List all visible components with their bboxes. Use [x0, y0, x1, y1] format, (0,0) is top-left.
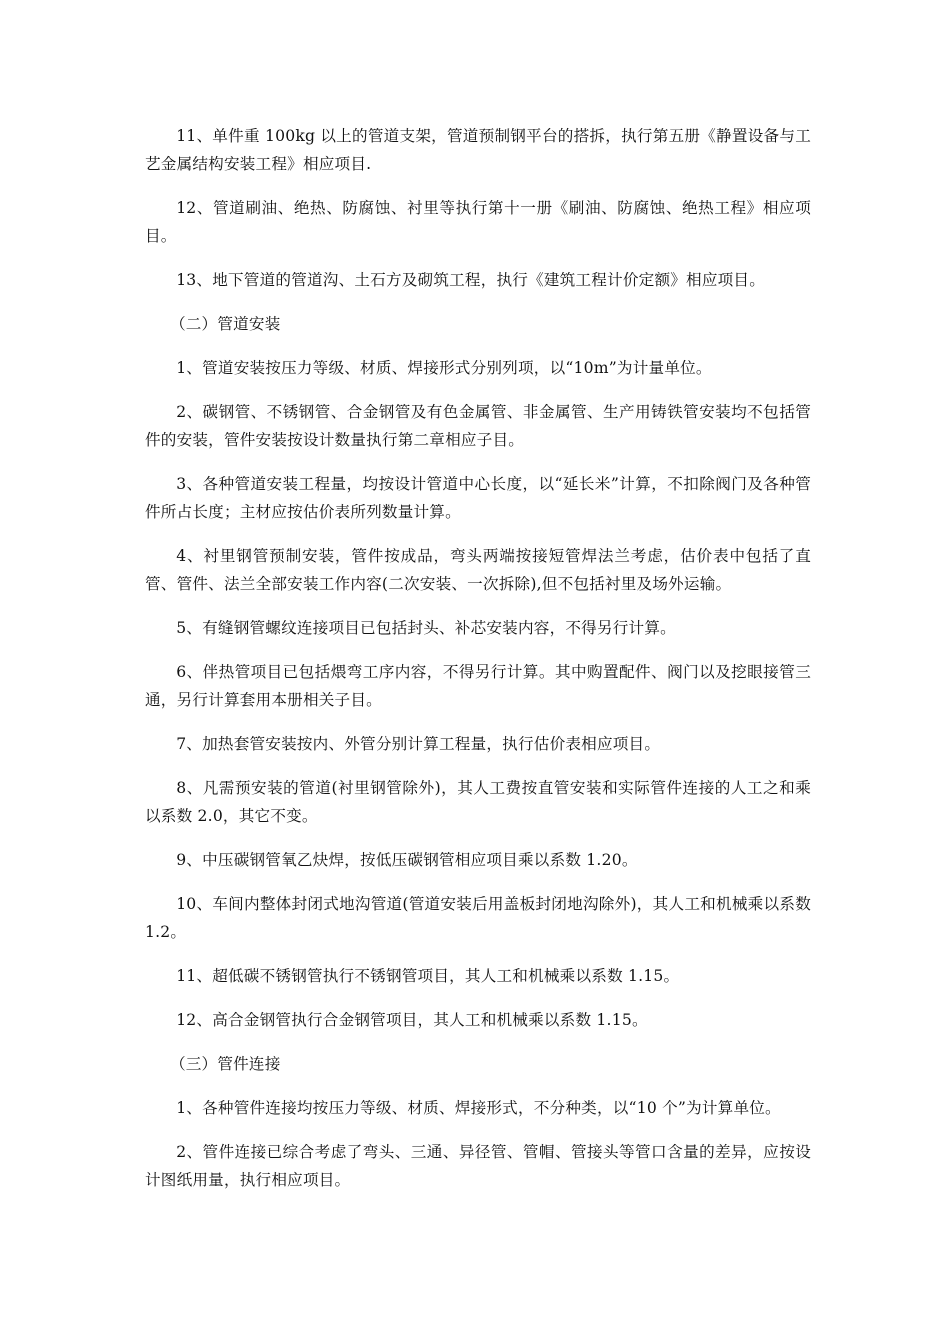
- paragraph-install-item-9: 9、中压碳钢管氧乙炔焊，按低压碳钢管相应项目乘以系数 1.20。: [176, 851, 638, 869]
- paragraph-item-12-painting-insulation: 12、管道刷油、绝热、防腐蚀、衬里等执行第十一册《刷油、防腐蚀、绝热工程》相应项目。: [145, 199, 811, 245]
- paragraph-install-item-10: 10、车间内整体封闭式地沟管道(管道安装后用盖板封闭地沟除外)，其人工和机械乘以系数 1.2。: [145, 895, 811, 941]
- paragraph-install-item-1: 1、管道安装按压力等级、材质、焊接形式分别列项，以“10m”为计量单位。: [176, 359, 712, 377]
- paragraph-install-item-6: 6、伴热管项目已包括煨弯工序内容，不得另行计算。其中购置配件、阀门以及挖眼接管三通，另行计算套用本册相关子目。: [145, 663, 811, 709]
- paragraph-fitting-item-2: 2、管件连接已综合考虑了弯头、三通、异径管、管帽、管接头等管口含量的差异，应按设计图纸用量，执行相应项目。: [145, 1143, 811, 1189]
- section-heading-pipe-installation: （二）管道安装: [169, 315, 281, 333]
- paragraph-item-11-pipe-supports: 11、单件重 100kg 以上的管道支架，管道预制钢平台的搭拆，执行第五册《静置设备与工艺金属结构安装工程》相应项目.: [145, 127, 811, 173]
- paragraph-install-item-2: 2、碳钢管、不锈钢管、合金钢管及有色金属管、非金属管、生产用铸铁管安装均不包括管件的安装，管件安装按设计数量执行第二章相应子目。: [145, 403, 811, 449]
- section-heading-fitting-connection: （三）管件连接: [169, 1055, 281, 1073]
- paragraph-install-item-7: 7、加热套管安装按内、外管分别计算工程量，执行估价表相应项目。: [176, 735, 661, 753]
- paragraph-install-item-11: 11、超低碳不锈钢管执行不锈钢管项目，其人工和机械乘以系数 1.15。: [176, 967, 680, 985]
- paragraph-item-13-underground-pipe-trench: 13、地下管道的管道沟、土石方及砌筑工程，执行《建筑工程计价定额》相应项目。: [176, 271, 766, 289]
- paragraph-install-item-8: 8、凡需预安装的管道(衬里钢管除外)，其人工费按直管安装和实际管件连接的人工之和乘以系数 2.0，其它不变。: [145, 779, 811, 825]
- paragraph-install-item-5: 5、有缝钢管螺纹连接项目已包括封头、补芯安装内容，不得另行计算。: [176, 619, 676, 637]
- paragraph-install-item-4: 4、衬里钢管预制安装，管件按成品，弯头两端按接短管焊法兰考虑，估价表中包括了直管、管件、法兰全部安装工作内容(二次安装、一次拆除),但不包括衬里及场外运输。: [145, 547, 811, 593]
- paragraph-install-item-12: 12、高合金钢管执行合金钢管项目，其人工和机械乘以系数 1.15。: [176, 1011, 648, 1029]
- paragraph-fitting-item-1: 1、各种管件连接均按压力等级、材质、焊接形式，不分种类，以“10 个”为计算单位。: [176, 1099, 781, 1117]
- paragraph-install-item-3: 3、各种管道安装工程量，均按设计管道中心长度，以“延长米”计算，不扣除阀门及各种管件所占长度；主材应按估价表所列数量计算。: [145, 475, 811, 521]
- document-body: [145, 122, 811, 1210]
